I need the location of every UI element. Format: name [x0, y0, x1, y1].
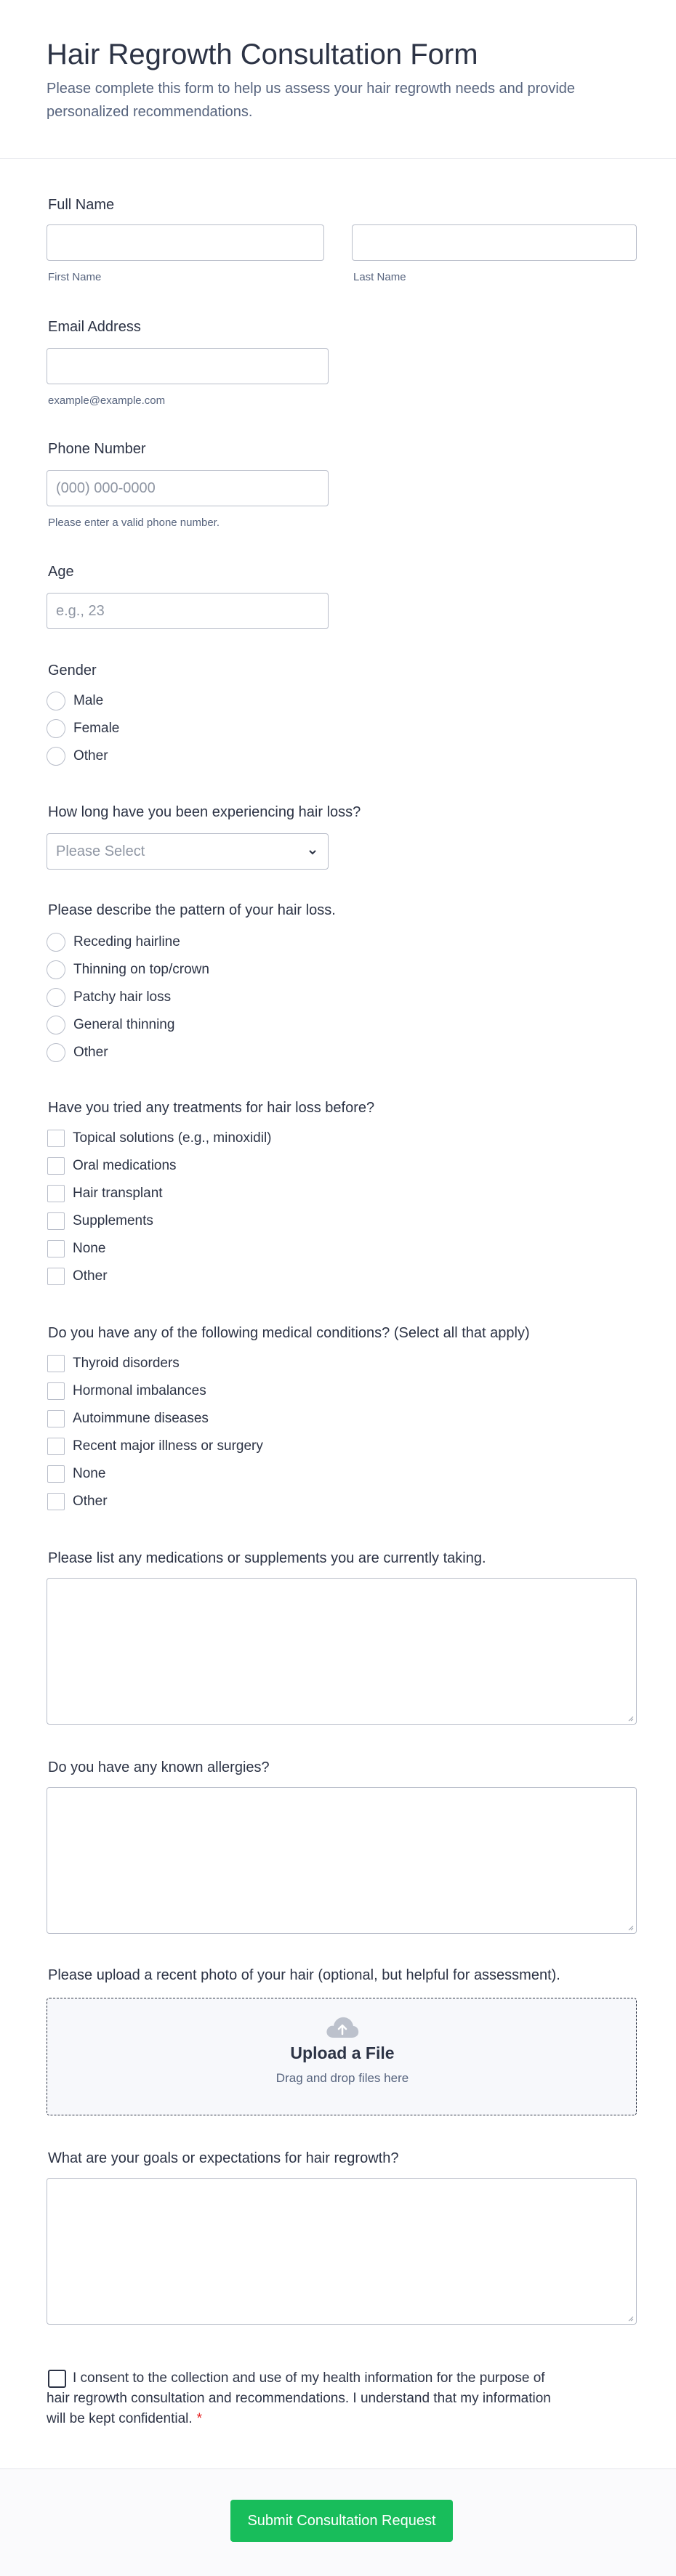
- last-name-input[interactable]: [352, 224, 637, 261]
- resize-grip-icon[interactable]: [627, 1714, 634, 1722]
- gender-option-female[interactable]: Female: [47, 719, 119, 738]
- checkbox[interactable]: [47, 1185, 65, 1202]
- radio-button[interactable]: [47, 933, 65, 952]
- radio-button[interactable]: [47, 719, 65, 738]
- treatment-option-oral[interactable]: Oral medications: [47, 1157, 177, 1175]
- full-name-section: [47, 195, 637, 283]
- pattern-label: Please describe the pattern of your hair loss.: [48, 902, 336, 918]
- checkbox[interactable]: [47, 1493, 65, 1510]
- upload-subtitle: Drag and drop files here: [275, 2071, 409, 2085]
- checkbox[interactable]: [47, 1130, 65, 1147]
- gender-label: Gender: [48, 663, 97, 679]
- form-footer: [0, 2468, 676, 2576]
- gender-option-male[interactable]: Male: [47, 692, 103, 710]
- medications-section: [47, 1549, 637, 1730]
- phone-label: Phone Number: [48, 441, 146, 457]
- goals-textarea[interactable]: [47, 2178, 637, 2325]
- treatment-option-other[interactable]: Other: [47, 1267, 108, 1286]
- checkbox[interactable]: [47, 1157, 65, 1175]
- goals-label: What are your goals or expectations for hair regrowth?: [48, 2150, 399, 2166]
- treatment-option-none[interactable]: None: [47, 1239, 105, 1258]
- radio-button[interactable]: [47, 1016, 65, 1034]
- medications-textarea[interactable]: [47, 1578, 637, 1725]
- phone-input[interactable]: (000) 000-0000: [47, 470, 329, 506]
- file-dropzone[interactable]: [47, 1998, 637, 2115]
- allergies-textarea[interactable]: [47, 1787, 637, 1934]
- treatment-option-topical[interactable]: Topical solutions (e.g., minoxidil): [47, 1129, 272, 1148]
- duration-label: How long have you been experiencing hair loss?: [48, 804, 361, 820]
- pattern-option-receding[interactable]: Receding hairline: [47, 933, 180, 952]
- required-asterisk: *: [196, 2411, 203, 2426]
- medications-label: Please list any medications or supplements you are currently taking.: [48, 1550, 486, 1566]
- consent-label: I consent to the collection and use of my health information for the purpose of hair regrowth consultation and recommendations. I understand that my information will be kept confidential.: [47, 2370, 551, 2426]
- treatment-option-supplements[interactable]: Supplements: [47, 1212, 153, 1231]
- condition-option-other[interactable]: Other: [47, 1492, 108, 1511]
- chevron-down-icon: [307, 847, 318, 857]
- submit-button[interactable]: Submit Consultation Request: [230, 2500, 453, 2542]
- consent-checkbox[interactable]: [48, 2370, 66, 2388]
- form-description: Please complete this form to help us assess your hair regrowth needs and provide personalized recommendations.: [47, 81, 576, 120]
- condition-option-thyroid[interactable]: Thyroid disorders: [47, 1354, 180, 1373]
- full-name-label: Full Name: [48, 197, 115, 213]
- checkbox[interactable]: [47, 1212, 65, 1230]
- checkbox[interactable]: [47, 1240, 65, 1257]
- goals-section: [47, 2149, 637, 2330]
- form-header: [0, 0, 676, 158]
- radio-button[interactable]: [47, 1043, 65, 1062]
- header-divider: [0, 158, 676, 159]
- checkbox[interactable]: [47, 1355, 65, 1372]
- pattern-option-thinning-top[interactable]: Thinning on top/crown: [47, 960, 209, 979]
- condition-option-hormonal[interactable]: Hormonal imbalances: [47, 1382, 206, 1401]
- gender-option-other[interactable]: Other: [47, 747, 108, 766]
- email-label: Email Address: [48, 319, 141, 335]
- checkbox[interactable]: [47, 1465, 65, 1483]
- checkbox[interactable]: [47, 1410, 65, 1427]
- phone-sublabel: Please enter a valid phone number.: [48, 517, 220, 529]
- conditions-label: Do you have any of the following medical conditions? (Select all that apply): [48, 1325, 530, 1341]
- cloud-upload-icon: [324, 2013, 361, 2042]
- email-sublabel: example@example.com: [48, 394, 166, 407]
- first-name-input[interactable]: [47, 224, 324, 261]
- checkbox[interactable]: [47, 1382, 65, 1400]
- age-label: Age: [48, 564, 74, 580]
- duration-select[interactable]: [47, 833, 329, 870]
- age-section: [47, 562, 637, 635]
- pattern-option-general[interactable]: General thinning: [47, 1016, 174, 1034]
- upload-label: Please upload a recent photo of your hair (optional, but helpful for assessment).: [48, 1967, 560, 1983]
- checkbox[interactable]: [47, 1438, 65, 1455]
- treatments-section: [47, 1098, 637, 1295]
- last-name-sublabel: Last Name: [353, 271, 406, 283]
- age-input[interactable]: e.g., 23: [47, 593, 329, 629]
- resize-grip-icon[interactable]: [627, 1924, 634, 1931]
- gender-section: [47, 661, 637, 770]
- radio-button[interactable]: [47, 747, 65, 766]
- upload-section: [47, 1966, 637, 2126]
- conditions-section: [47, 1324, 637, 1520]
- treatment-option-transplant[interactable]: Hair transplant: [47, 1184, 163, 1203]
- duration-section: [47, 803, 637, 883]
- allergies-label: Do you have any known allergies?: [48, 1759, 270, 1775]
- condition-option-none[interactable]: None: [47, 1465, 105, 1483]
- radio-button[interactable]: [47, 692, 65, 710]
- duration-select-value: Please Select: [56, 843, 145, 859]
- condition-option-illness[interactable]: Recent major illness or surgery: [47, 1437, 263, 1456]
- checkbox[interactable]: [47, 1268, 65, 1285]
- upload-title: Upload a File: [290, 2044, 395, 2062]
- pattern-option-other[interactable]: Other: [47, 1043, 108, 1062]
- resize-grip-icon[interactable]: [627, 2314, 634, 2322]
- consent-section: [47, 2368, 570, 2429]
- allergies-section: [47, 1758, 637, 1940]
- pattern-section: [47, 901, 637, 1068]
- radio-button[interactable]: [47, 960, 65, 979]
- form-title: Hair Regrowth Consultation Form: [47, 39, 478, 70]
- first-name-sublabel: First Name: [48, 271, 102, 283]
- email-section: [47, 317, 637, 405]
- phone-section: [47, 440, 637, 527]
- pattern-option-patchy[interactable]: Patchy hair loss: [47, 988, 171, 1007]
- radio-button[interactable]: [47, 988, 65, 1007]
- condition-option-autoimmune[interactable]: Autoimmune diseases: [47, 1409, 209, 1428]
- treatments-label: Have you tried any treatments for hair loss before?: [48, 1100, 375, 1116]
- email-input[interactable]: [47, 348, 329, 384]
- consent-text: [47, 2368, 570, 2429]
